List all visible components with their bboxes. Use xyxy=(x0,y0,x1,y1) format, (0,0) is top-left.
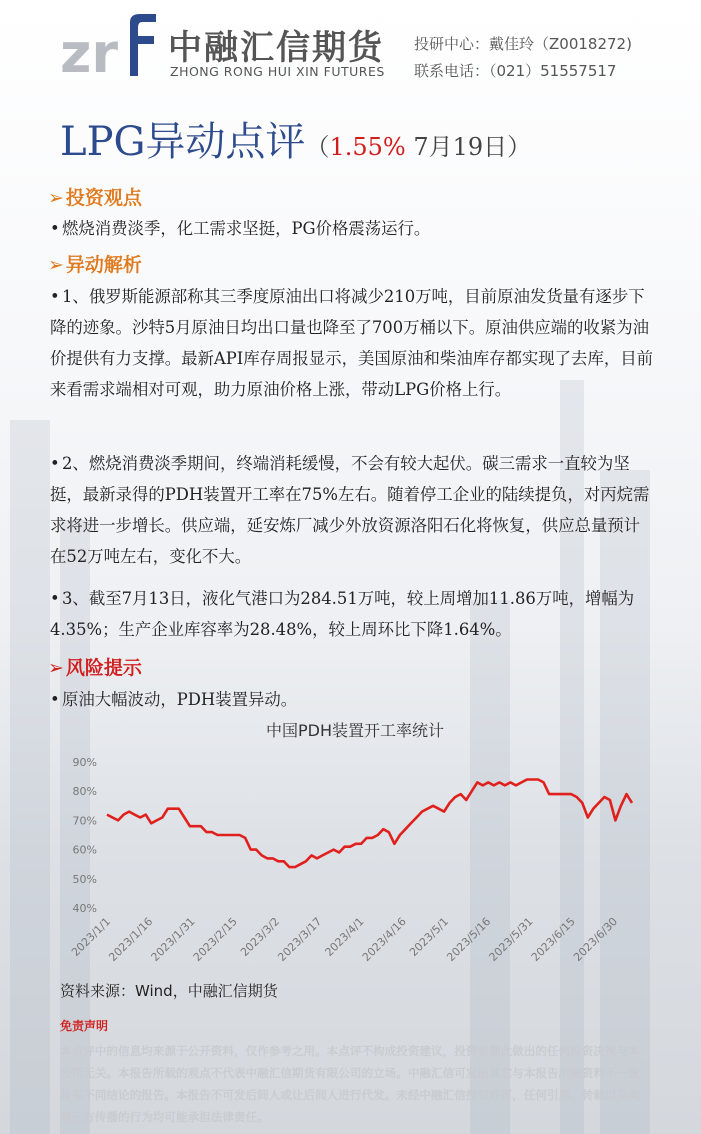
x-tick-label: 2023/4/16 xyxy=(359,914,409,965)
x-tick-label: 2023/2/15 xyxy=(190,914,240,965)
y-tick-label: 50% xyxy=(72,872,97,886)
arrow-icon: ➢ xyxy=(48,657,64,679)
x-tick-label: 2023/5/31 xyxy=(486,914,536,965)
investment-view-text xyxy=(50,213,655,244)
analysis-item-2 xyxy=(50,448,655,572)
x-tick-label: 2023/6/30 xyxy=(571,914,621,965)
bullet-icon: • xyxy=(50,690,60,709)
section-risk xyxy=(48,653,142,680)
paragraph-text: 原油大幅波动，PDH装置异动。 xyxy=(62,690,298,709)
y-tick-label: 80% xyxy=(72,785,97,799)
x-tick-label: 2023/4/1 xyxy=(322,914,367,960)
data-source: 资料来源：Wind，中融汇信期货 xyxy=(60,982,278,1000)
x-tick-label: 2023/3/2 xyxy=(237,914,283,960)
section-title: 风险提示 xyxy=(65,657,142,679)
analysis-item-1 xyxy=(50,281,655,405)
paragraph-text: 2、燃烧消费淡季期间，终端消耗缓慢，不会有较大起伏。碳三需求一直较为坚挺，最新录得的PDH装置开工率在75%左右。随着停工企业的陆续提负，对丙烷需求将进一步增长。供应端，延安炼厂减少外放资源洛阳石化将恢复，供应总量预计在52万吨左右，变化不大。 xyxy=(50,454,650,566)
phone-contact: 联系电话：（021）51557517 xyxy=(414,62,617,80)
chart-title: 中国PDH装置开工率统计 xyxy=(265,721,445,740)
analysis-item-3 xyxy=(50,583,655,645)
company-name-en: ZHONG RONG HUI XIN FUTURES xyxy=(170,64,385,79)
arrow-icon: ➢ xyxy=(48,254,64,276)
report-title xyxy=(60,110,531,167)
analyst-contact: 投研中心：戴佳玲（Z0018272) xyxy=(414,35,632,53)
title-percent: 1.55% xyxy=(329,133,406,161)
x-tick-label: 2023/3/17 xyxy=(275,914,325,965)
x-tick-label: 2023/1/31 xyxy=(148,914,198,965)
title-date: 7月19日） xyxy=(405,133,532,161)
disclaimer-text: 本点评中的信息均来源于公开资料，仅作参考之用。本点评不构成投资建议，投资者据此做出的任何投资决策与本公司无关。本报告所载的观点不代表中融汇信期货有限公司的立场。中融汇信可发出其它与本报告所载资料不一致及有不同结论的报告。本报告不可发后间人或让后间人进行代发。未经中融汇信授权许可，任何引用、转载以及向第三方传播的行为均可能承担法律责任。 xyxy=(60,1044,640,1124)
y-tick-label: 70% xyxy=(72,814,97,828)
section-title: 投资观点 xyxy=(65,187,142,209)
arrow-icon: ➢ xyxy=(48,187,64,209)
x-tick-label: 2023/6/15 xyxy=(528,914,578,965)
background-building xyxy=(10,420,50,1134)
x-tick-label: 2023/5/1 xyxy=(406,914,452,960)
bullet-icon: • xyxy=(50,454,60,473)
bullet-icon: • xyxy=(50,589,60,608)
risk-text xyxy=(50,684,655,715)
section-analysis xyxy=(48,250,142,277)
paragraph-text: 1、俄罗斯能源部称其三季度原油出口将减少210万吨，目前原油发货量有逐步下降的迹象。沙特5月原油日均出口量也降至了700万桶以下。原油供应端的收紧为油价提供有力支撑。最新API库存周报显示，美国原油和柴油库存都实现了去库，目前来看需求端相对可观，助力原油价格上涨，带动LPG价格上行。 xyxy=(50,287,654,399)
y-tick-label: 40% xyxy=(72,902,97,915)
disclaimer-title: 免责声明 xyxy=(60,1019,109,1033)
bullet-icon: • xyxy=(50,219,60,238)
company-name-cn: 中融汇信期货 xyxy=(168,28,384,68)
bullet-icon: • xyxy=(50,287,60,306)
x-tick-label: 2023/1/1 xyxy=(68,914,114,960)
paragraph-text: 3、截至7月13日，液化气港口为284.51万吨，较上周增加11.86万吨，增幅为4.35%；生产企业库容率为28.48%，较上周环比下降1.64%。 xyxy=(50,589,635,639)
header xyxy=(0,0,701,100)
pdh-chart-svg xyxy=(55,712,655,977)
title-paren: （ xyxy=(305,133,330,161)
pdh-utilization-line xyxy=(107,780,632,868)
section-investment-view xyxy=(48,183,142,210)
y-tick-label: 90% xyxy=(72,756,97,769)
title-main: LPG异动点评 xyxy=(60,119,306,165)
paragraph-text: 燃烧消费淡季，化工需求坚挺，PG价格震荡运行。 xyxy=(62,219,431,238)
y-tick-label: 60% xyxy=(72,843,97,857)
section-title: 异动解析 xyxy=(65,254,142,276)
pdh-chart xyxy=(55,712,655,977)
company-logo-icon xyxy=(60,14,160,80)
svg-text:zr: zr xyxy=(60,22,119,80)
x-tick-label: 2023/1/16 xyxy=(106,914,156,965)
x-tick-label: 2023/5/16 xyxy=(444,914,494,965)
